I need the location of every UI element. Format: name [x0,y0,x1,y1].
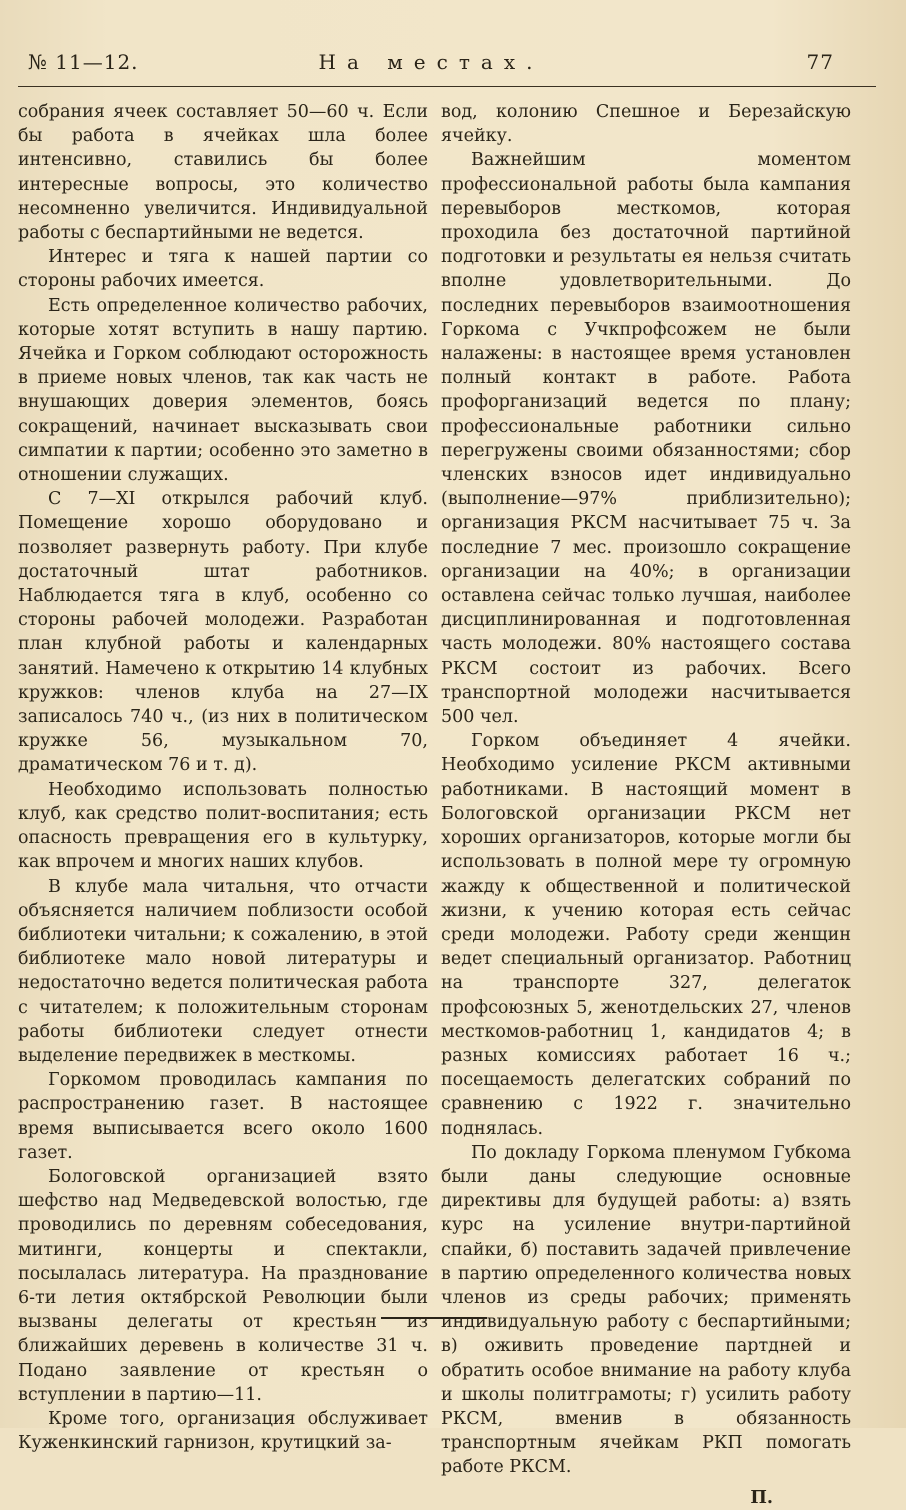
issue-number: № 11—12. [28,50,139,74]
header-rule [18,86,876,87]
paragraph: По докладу Горкома пленумом Губкома были даны следующие основные директивы для будущей работы: а) взять курс на усиление внутри-партийной спайки, б) поставить задачей привлечение в партию определенного количества новых членов из среды рабочих; применять индивидуальную работу с беспартийными; в) оживить проведение партдней и обратить особое внимание на работу клуба и школы политграмоты; г) усилить работу РКСМ, вменив в обязанность транспортным ячейкам РКП помогать работе РКСМ. [441,1142,851,1478]
paragraph: Есть определенное количество рабочих, которые хотят вступить в нашу партию. Ячейка и Горком соблюдают осторожность в приеме новых членов, так как часть не внушающих доверия элементов, боясь сокращений, начинает высказывать свои симпатии к партии; особенно это заметно в отношении служащих. [18,295,428,486]
running-header [28,50,834,80]
page-number: 77 [806,50,834,74]
paragraph: С 7—XI открылся рабочий клуб. Помещение хорошо оборудовано и позволяет развернуть работу. При клубе достаточный штат работников. Наблюдается тяга в клуб, особенно со стороны рабочей молодежи. Разработан план клубной работы и календарных занятий. Намечено к открытию 14 клубных кружков: членов клуба на 27—IX записалось 740 ч., (из них в политическом кружке 56, музыкальном 70, драматическом 76 и т. д). [18,489,428,776]
left-column [18,100,428,1455]
paragraph: вод, колонию Спешное и Березайскую ячейку. [441,102,851,147]
right-column [441,100,851,1510]
end-rule [381,1317,487,1319]
paragraph: Горком объединяет 4 ячейки. Необходимо усиление РКСМ активными работниками. В настоящий момент в Бологовской организации РКСМ нет хороших организаторов, которые могли бы использовать в полной мере ту огромную жажду к общественной и политической жизни, к учению которая есть сейчас среди молодежи. Работу среди женщин ведет специальный организатор. Работниц на транспорте 327, делегаток профсоюзных 5, женотдельских 27, членов месткомов-работниц 1, кандидатов 4; в разных комиссиях работает 16 ч.; посещаемость делегатских собраний по сравнению с 1922 г. значительно поднялась. [441,731,851,1139]
paragraph: Необходимо использовать полностью клуб, как средство полит-воспитания; есть опасность превращения его в культурку, как впрочем и многих наших клубов. [18,779,428,873]
author-signature: П. [750,1487,773,1508]
paragraph: Важнейшим моментом профессиональной работы была кампания перевыборов месткомов, которая проходила без достаточной партийной подготовки и результаты ея нельзя считать вполне удовлетворительными. До последних перевыборов взаимоотношения Горкома с Учкпрофсожем не были налажены: в настоящее время установлен полный контакт в работе. Работа профорганизаций ведется по плану; профессиональные работники сильно перегружены своими обязанностями; сбор членских взносов идет индивидуально (выполнение—97% приблизительно); организация РКСМ насчитывает 75 ч. За последние 7 мес. произошло сокращение организации на 40%; в организации оставлена сейчас только лучшая, наиболее дисциплинированная и подготовленная часть молодежи. 80% настоящего состава РКСМ состоит из рабочих. Всего транспортной молодежи насчитывается 500 чел. [441,150,851,728]
paragraph: В клубе мала читальня, что отчасти объясняется наличием поблизости особой библиотеки читальни; к сожалению, в этой библиотеке мало новой литературы и недостаточно ведется политическая работа с читателем; к положительным сторонам работы библиотеки следует отнести выделение передвижек в месткомы. [18,876,428,1066]
section-title: На местах. [318,50,544,74]
paragraph: собрания ячеек составляет 50—60 ч. Если бы работа в ячейках шла более интенсивно, ставились бы более интересные вопросы, это количество несомненно увеличится. Индивидуальной работы с беспартийными не ведется. [18,102,428,244]
paragraph: Кроме того, организация обслуживает Куженкинский гарнизон, крутицкий за- [18,1408,428,1454]
paragraph: Интерес и тяга к нашей партии со стороны рабочих имеется. [18,247,428,292]
paragraph: Бологовской организацией взято шефство над Медведевской волостью, где проводились по деревням собеседования, митинги, концерты и спектакли, посылалась литература. На празднование 6-ти летия октябрской Революции были вызваны делегаты от крестьян из ближайших деревень в количестве 31 ч. Подано заявление от крестьян о вступлении в партию—11. [18,1166,428,1405]
paragraph: Горкомом проводилась кампания по распространению газет. В настоящее время выписывается всего около 1600 газет. [18,1070,428,1163]
